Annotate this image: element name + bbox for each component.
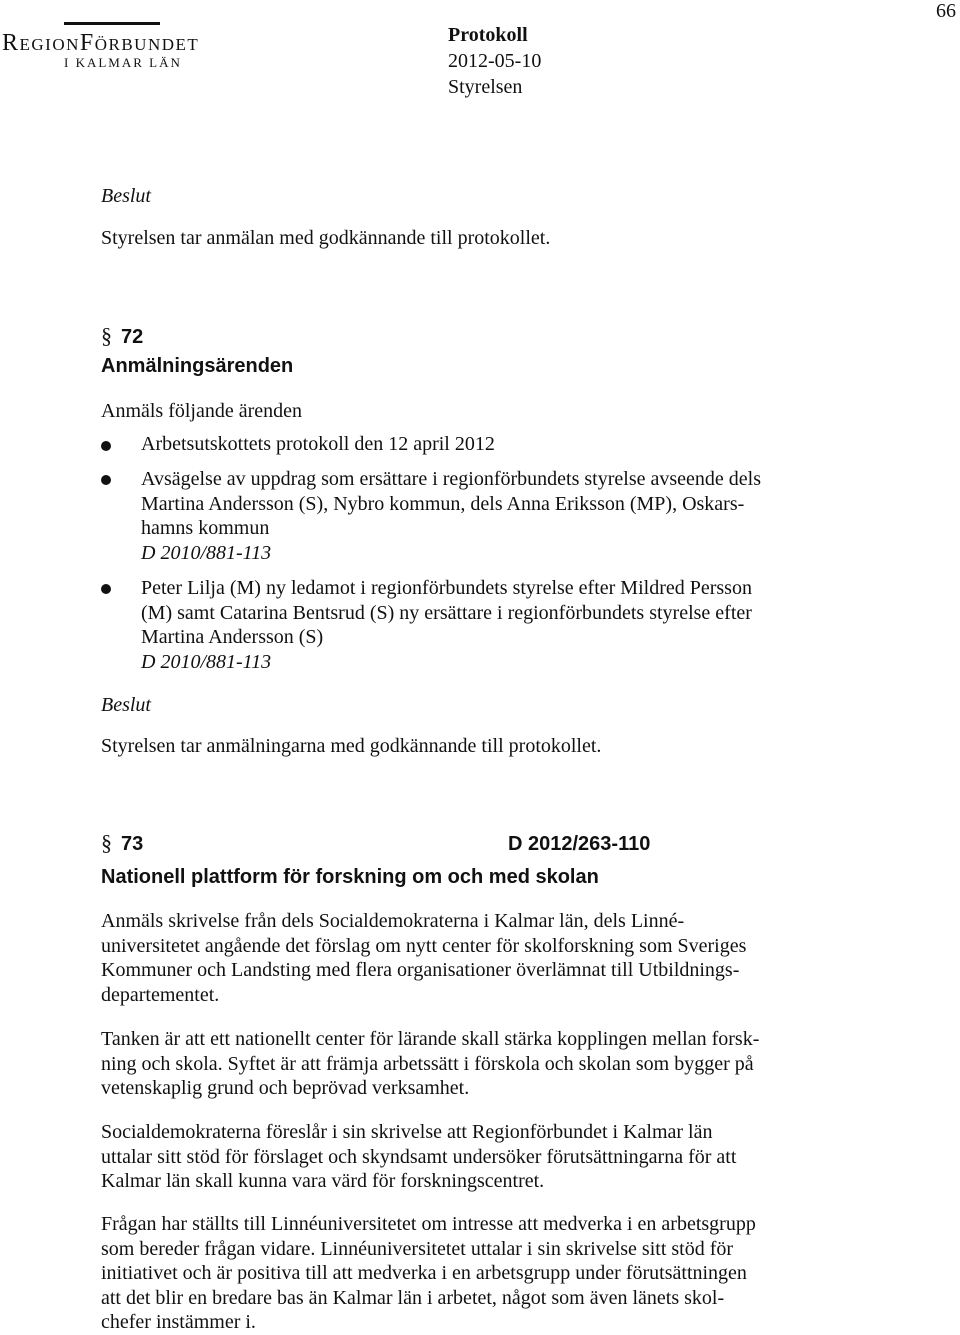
paragraph bbox=[101, 1212, 861, 1335]
page-number: 66 bbox=[936, 0, 956, 22]
list-item-line: Peter Lilja (M) ny ledamot i regionförbundets styrelse efter Mildred Persson bbox=[141, 577, 752, 599]
list-item-line: (M) samt Catarina Bentsrud (S) ny ersättare i regionförbundets styrelse efter bbox=[141, 601, 752, 624]
list-item: Arbetsutskottets protokoll den 12 april 2012 bbox=[141, 433, 495, 455]
doc-type: Protokoll bbox=[448, 24, 528, 46]
list-item bbox=[141, 576, 861, 674]
list-item bbox=[141, 467, 861, 565]
list-item-line: Martina Andersson (S), Nybro kommun, dels Anna Eriksson (MP), Oskars- bbox=[141, 492, 745, 515]
beslut-text: Styrelsen tar anmälningarna med godkännande till protokollet. bbox=[101, 735, 602, 757]
list-item-ref: D 2010/881-113 bbox=[141, 541, 272, 564]
paragraph-line: att det blir en bredare bas än Kalmar län i arbetet, något som även länets skol- bbox=[101, 1286, 725, 1309]
list-item-ref: D 2010/881-113 bbox=[141, 650, 272, 673]
beslut-heading: Beslut bbox=[101, 694, 151, 716]
paragraph-line: uttalar sitt stöd för förslaget och skyndsamt undersöker förutsättningarna för att bbox=[101, 1145, 737, 1168]
bullet bbox=[101, 475, 111, 485]
section-sign: § bbox=[101, 323, 112, 348]
paragraph bbox=[101, 1120, 861, 1194]
paragraph-line: som bereder frågan vidare. Linnéuniversitetet uttalar i sin skrivelse sitt stöd för bbox=[101, 1237, 734, 1260]
paragraph-line: Kalmar län skall kunna vara värd för forskningscentret. bbox=[101, 1170, 545, 1192]
beslut-heading: Beslut bbox=[101, 185, 151, 207]
section-title: Nationell plattform för forskning om och med skolan bbox=[101, 866, 599, 888]
section-number: 72 bbox=[121, 326, 144, 348]
list-item-line: Avsägelse av uppdrag som ersättare i regionförbundets styrelse avseende dels bbox=[141, 468, 761, 490]
paragraph-line: initiativet och är positiva till att medverka i en arbetsgrupp under förutsättningen bbox=[101, 1262, 747, 1284]
section-number: 73 bbox=[121, 833, 144, 855]
bullet bbox=[101, 584, 111, 594]
doc-date: 2012-05-10 bbox=[448, 50, 542, 72]
paragraph-line: Kommuner och Landsting med flera organisationer överlämnat till Utbildnings- bbox=[101, 959, 740, 981]
paragraph-line: chefer instämmer i. bbox=[101, 1311, 256, 1333]
doc-board: Styrelsen bbox=[448, 76, 523, 98]
paragraph-line: Frågan har ställts till Linnéuniversitetet om intresse att medverka i en arbetsgrupp bbox=[101, 1213, 756, 1235]
logo-main-text: RegionFörbundet bbox=[2, 30, 200, 56]
list-item-line: Martina Andersson (S) bbox=[141, 626, 324, 648]
section-intro: Anmäls följande ärenden bbox=[101, 400, 303, 422]
paragraph bbox=[101, 1027, 861, 1101]
section-ref: D 2012/263-110 bbox=[508, 833, 651, 855]
beslut-text: Styrelsen tar anmälan med godkännande till protokollet. bbox=[101, 227, 551, 249]
list-item-line: hamns kommun bbox=[141, 517, 270, 539]
paragraph-line: Socialdemokraterna föreslår i sin skrivelse att Regionförbundet i Kalmar län bbox=[101, 1121, 713, 1143]
paragraph-line: Tanken är att ett nationellt center för lärande skall stärka kopplingen mellan forsk- bbox=[101, 1028, 760, 1050]
paragraph bbox=[101, 909, 861, 1007]
paragraph-line: vetenskaplig grund och beprövad verksamhet. bbox=[101, 1077, 470, 1099]
paragraph-line: departementet. bbox=[101, 983, 220, 1006]
paragraph-line: ning och skola. Syftet är att främja arbetssätt i förskola och skolan som bygger på bbox=[101, 1052, 754, 1075]
logo-rule bbox=[64, 22, 160, 25]
paragraph-line: Anmäls skrivelse från dels Socialdemokraterna i Kalmar län, dels Linné- bbox=[101, 910, 685, 932]
section-sign: § bbox=[101, 830, 112, 855]
bullet bbox=[101, 441, 111, 451]
paragraph-line: universitetet angående det förslag om nytt center för skolforskning som Sveriges bbox=[101, 934, 747, 957]
section-title: Anmälningsärenden bbox=[101, 355, 294, 377]
logo-sub-text: I KALMAR LÄN bbox=[64, 55, 182, 70]
